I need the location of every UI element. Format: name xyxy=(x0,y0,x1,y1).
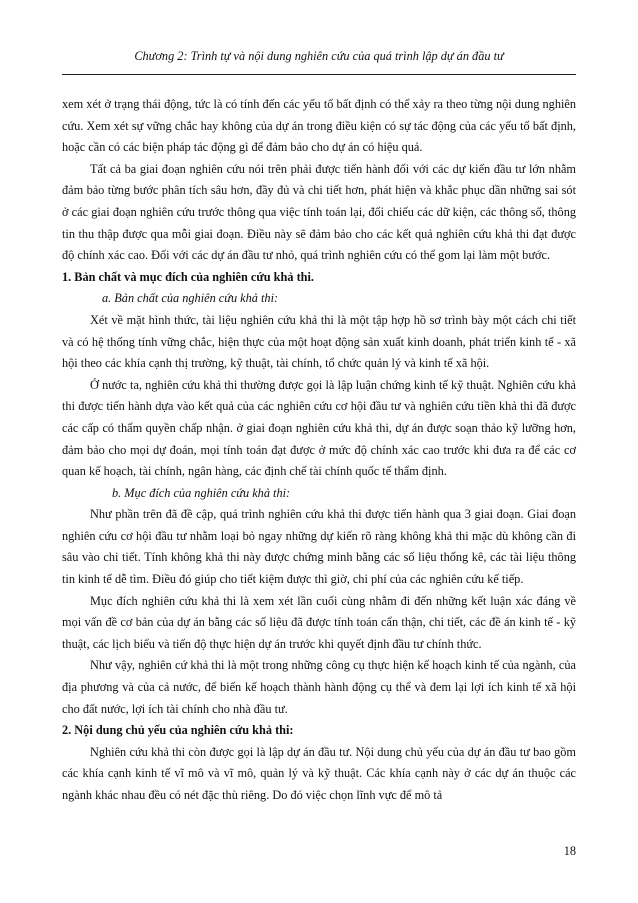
page-number: 18 xyxy=(563,844,576,858)
section-heading-2: 2. Nội dung chủ yếu của nghiên cứu khả thi: xyxy=(62,723,294,738)
paragraph-2: Tất cả ba giai đoạn nghiên cứu nói trên phải được tiến hành đối với các dự kiến đầu tư lớn nhằm đảm bảo từng bước phân tích sâu hơn, đầy đủ và chi tiết hơn, phát hiện và khắc phục dần những sai sót ở các giai đoạn nghiên cứu trước thông qua việc tính toán lại, đối chiếu các dữ kiện, các thông số, thông tin thu thập được qua mỗi giai đoạn. Điều này sẽ đảm bảo cho các kết quả nghiên cứu khả thi đạt được độ chính xác cao. Đối với các dự án đầu tư nhỏ, quá trình nghiên cứu có thể gom lại làm một bước. xyxy=(62,161,576,263)
paragraph-8: Nghiên cứu khả thi còn được gọi là lập dự án đầu tư. Nội dung chủ yếu của dự án đầu tư bao gồm các khía cạnh kinh tế vĩ mô và vĩ mô, quản lý và kỹ thuật. Các khía cạnh này ở các dự án thuộc các ngành khác nhau đều có nét đặc thù riêng. Do đó việc chọn lĩnh vực để mô tả xyxy=(62,744,576,802)
paragraph-3: Xét về mặt hình thức, tài liệu nghiên cứu khả thi là một tập hợp hồ sơ trình bày một cách chi tiết và có hệ thống tính vững chắc, hiện thực của một hoạt động sản xuất kinh doanh, phát triển kinh tế - xã hội theo các khía cạnh thị trường, kỹ thuật, tài chính, tổ chức quản lý và kinh tế xã hội. xyxy=(62,312,576,371)
section-heading-1: 1. Bản chất và mục đích của nghiên cứu khả thi. xyxy=(62,269,314,284)
chapter-header: Chương 2: Trình tự và nội dung nghiên cứu của quá trình lập dự án đầu tư xyxy=(134,49,504,63)
subsection-a-heading: a. Bản chất của nghiên cứu khả thi: xyxy=(102,291,279,306)
paragraph-7: Như vậy, nghiên cứ khả thi là một trong những công cụ thực hiện kế hoạch kinh tế của ngành, của địa phương và của cả nước, để biến kế hoạch thành hành động cụ thể và đem lại lợi ích kinh tế xã hội cho đất nước, lợi ích tài chính cho nhà đầu tư. xyxy=(62,658,576,716)
paragraph-6: Mục đích nghiên cứu khả thi là xem xét lần cuối cùng nhằm đi đến những kết luận xác đáng về mọi vấn đề cơ bản của dự án bằng các số liệu đã được tính toán cẩn thận, chi tiết, các đề án kinh tế - kỹ thuật, các lịch biểu và tiến độ thực hiện dự án trước khi quyết định đầu tư chính thức. xyxy=(62,593,576,651)
paragraph-5: Như phần trên đã đề cập, quá trình nghiên cứu khả thi được tiến hành qua 3 giai đoạn. Giai đoạn nghiên cứu cơ hội đầu tư nhằm loại bỏ ngay những dự kiến rõ ràng không khả thi mặc dù không cần đi sâu vào chi tiết. Tính không khả thi này được chứng minh bằng các số liệu thống kê, các tài liệu thông tin kinh tế dễ tìm. Điều đó giúp cho tiết kiệm được thì giờ, chi phí của các nghiên cứu kế tiếp. xyxy=(62,507,576,587)
paragraph-1: xem xét ở trạng thái động, tức là có tính đến các yếu tố bất định có thể xảy ra theo từng nội dung nghiên cứu. Xem xét sự vững chắc hay không của dự án trong điều kiện có sự tác động của các yếu tố bất định, hoặc cần có các biện pháp tác động gì để đảm bảo cho dự án có hiệu quả. xyxy=(62,97,576,155)
header-divider xyxy=(62,74,576,75)
document-body xyxy=(62,94,576,807)
paragraph-4: Ở nước ta, nghiên cứu khả thi thường được gọi là lập luận chứng kinh tế kỹ thuật. Nghiên cứu khả thi được tiến hành dựa vào kết quả của các nghiên cứu cơ hội đầu tư và nghiên cứu tiền khả thi đã được các cấp có thẩm quyền chấp nhận. ở giai đoạn nghiên cứu khả thi, dự án được soạn thảo kỹ lưỡng hơn, đảm bảo cho mọi dự đoán, mọi tính toán đạt được ở mức độ chính xác cao trước khi đưa ra để các cơ quan kế hoạch, tài chính, ngân hàng, các định chế tài chính quốc tế thẩm định. xyxy=(62,377,576,479)
subsection-b-heading: b. Mục đích của nghiên cứu khả thi: xyxy=(112,485,291,500)
